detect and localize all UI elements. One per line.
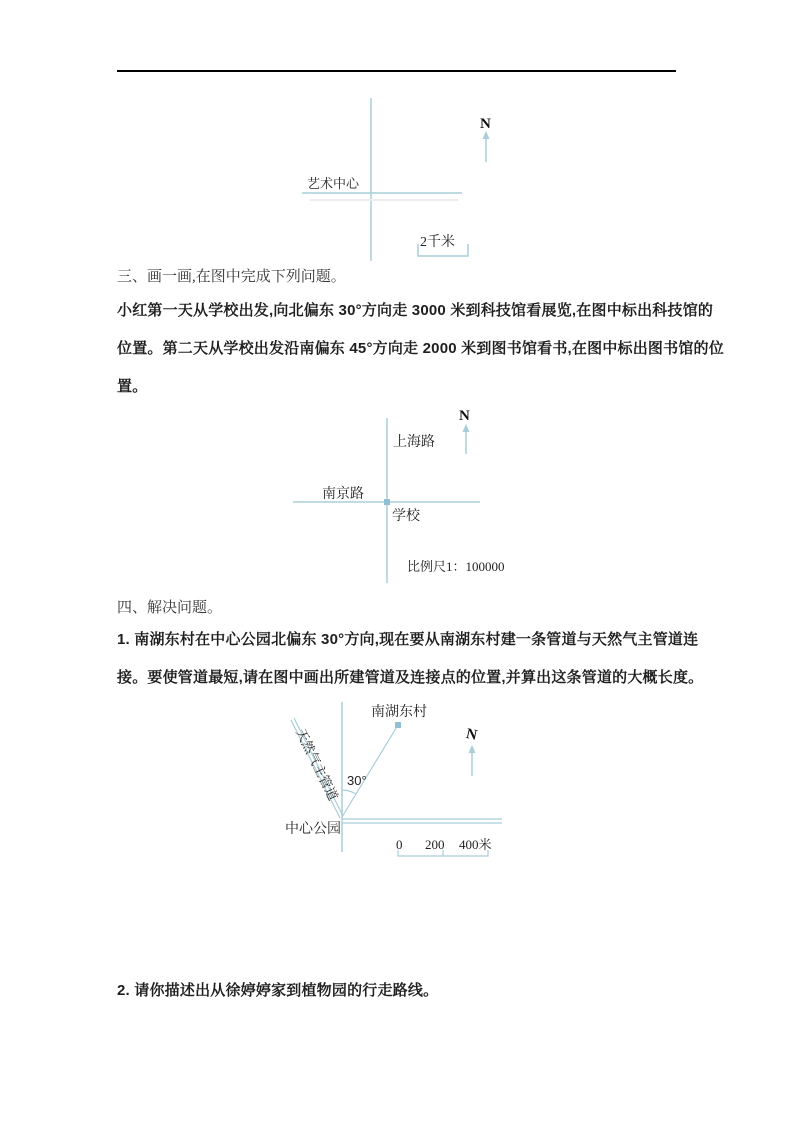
village-point-dot <box>395 722 401 728</box>
map-scale-label: 比例尺1：100000 <box>407 559 505 574</box>
central-park-label: 中心公园 <box>285 822 341 837</box>
north-arrow-icon <box>463 424 470 454</box>
scale-2km-label: 2千米 <box>420 235 455 250</box>
compass-n-label: N <box>459 408 470 424</box>
village-direction-line <box>342 725 398 817</box>
compass-n-label: N <box>464 726 479 744</box>
problem-two-text: 2. 请你描述出从徐婷婷家到植物园的行走路线。 <box>117 982 439 999</box>
north-arrow-icon <box>483 131 490 162</box>
school-label: 学校 <box>392 509 420 524</box>
school-point-dot <box>384 499 390 505</box>
section-three-heading: 三、画一画,在图中完成下列问题。 <box>117 269 346 285</box>
problem-three-line-3: 置。 <box>117 378 148 395</box>
angle-arc <box>342 790 356 794</box>
top-divider-rule <box>117 70 676 72</box>
problem-one-line-1: 1. 南湖东村在中心公园北偏东 30°方向,现在要从南湖东村建一条管道与天然气主管道连 <box>117 631 699 648</box>
road-double-line <box>342 819 502 823</box>
problem-three-line-1: 小红第一天从学校出发,向北偏东 30°方向走 3000 米到科技馆看展览,在图中标出科技馆的 <box>117 302 714 319</box>
section-four-heading: 四、解决问题。 <box>117 600 223 616</box>
scale-tick-400m: 400米 <box>459 837 492 852</box>
compass-n-label: N <box>480 116 491 132</box>
nanjing-road-label: 南京路 <box>322 487 364 502</box>
school-roads-diagram <box>285 408 535 588</box>
problem-three-line-2: 位置。第二天从学校出发沿南偏东 45°方向走 2000 米到图书馆看书,在图中标出图书馆的位 <box>117 340 724 357</box>
art-center-label: 艺术中心 <box>307 176 360 191</box>
shanghai-road-label: 上海路 <box>393 435 435 450</box>
gas-pipeline-label: 天然气主管道 <box>293 726 341 803</box>
pipeline-park-diagram <box>275 698 515 868</box>
north-arrow-icon <box>469 745 476 776</box>
angle-30-label: 30° <box>347 773 367 788</box>
art-center-diagram <box>280 95 550 265</box>
village-label: 南湖东村 <box>371 705 427 720</box>
scale-tick-200: 200 <box>425 837 445 852</box>
scale-tick-0: 0 <box>396 837 403 852</box>
problem-one-line-2: 接。要使管道最短,请在图中画出所建管道及连接点的位置,并算出这条管道的大概长度。 <box>117 669 704 686</box>
